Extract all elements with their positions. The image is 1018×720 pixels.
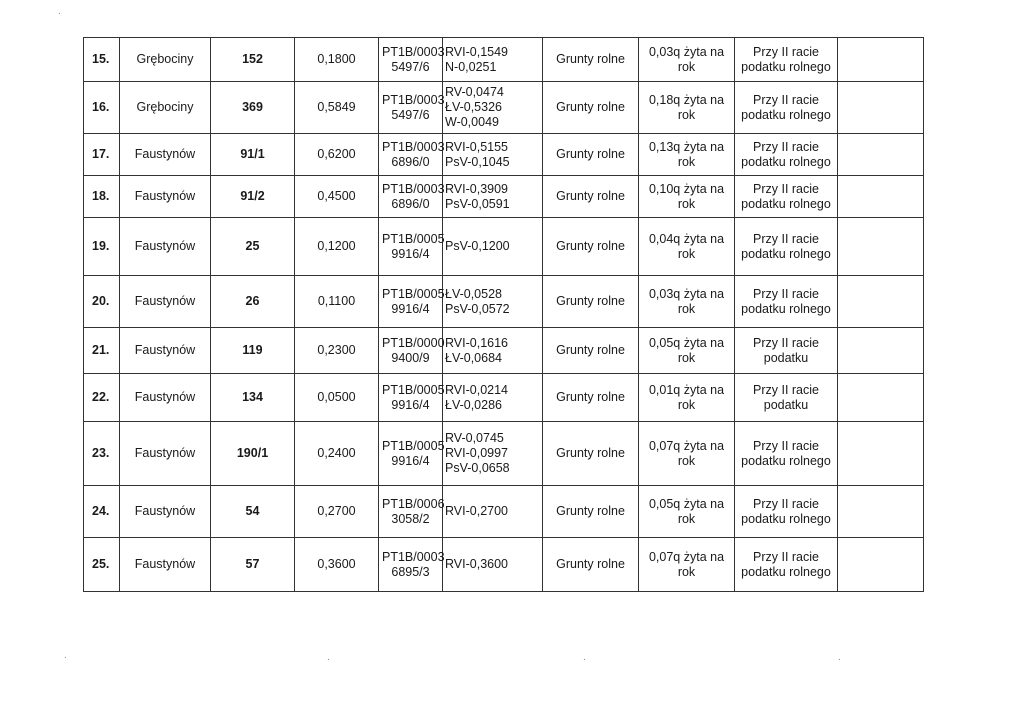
table-row [84, 422, 924, 486]
locality-cell: Faustynów [120, 176, 211, 218]
soil-class-cell: PsV-0,1200 [443, 218, 543, 276]
remarks-cell [838, 486, 924, 538]
payment-term-cell: Przy II racie podatku rolnego [735, 538, 838, 592]
rent-cell: 0,05q żyta na rok [639, 486, 735, 538]
soil-class-cell: RVI-0,3909 PsV-0,0591 [443, 176, 543, 218]
soil-class-cell: RVI-0,1616 ŁV-0,0684 [443, 328, 543, 374]
payment-term-cell: Przy II racie podatku rolnego [735, 134, 838, 176]
locality-cell: Grębociny [120, 38, 211, 82]
table-row [84, 176, 924, 218]
locality-cell: Faustynów [120, 218, 211, 276]
area-cell: 0,2400 [295, 422, 379, 486]
remarks-cell [838, 82, 924, 134]
row-number: 23. [84, 422, 120, 486]
land-use-cell: Grunty rolne [543, 422, 639, 486]
plot-number-cell: 190/1 [211, 422, 295, 486]
table-row [84, 486, 924, 538]
land-register-cell: PT1B/0003 6895/3 [379, 538, 443, 592]
remarks-cell [838, 38, 924, 82]
remarks-cell [838, 218, 924, 276]
locality-cell: Faustynów [120, 328, 211, 374]
rent-cell: 0,01q żyta na rok [639, 374, 735, 422]
row-number: 19. [84, 218, 120, 276]
rent-cell: 0,03q żyta na rok [639, 38, 735, 82]
land-use-cell: Grunty rolne [543, 486, 639, 538]
row-number: 20. [84, 276, 120, 328]
area-cell: 0,0500 [295, 374, 379, 422]
plot-number-cell: 91/2 [211, 176, 295, 218]
table-row [84, 218, 924, 276]
land-register-cell: PT1B/0005 9916/4 [379, 276, 443, 328]
land-use-cell: Grunty rolne [543, 218, 639, 276]
payment-term-cell: Przy II racie podatku rolnego [735, 276, 838, 328]
rent-cell: 0,07q żyta na rok [639, 538, 735, 592]
rent-cell: 0,04q żyta na rok [639, 218, 735, 276]
soil-class-cell: RVI-0,2700 [443, 486, 543, 538]
plot-number-cell: 369 [211, 82, 295, 134]
land-use-cell: Grunty rolne [543, 38, 639, 82]
remarks-cell [838, 422, 924, 486]
payment-term-cell: Przy II racie podatku [735, 328, 838, 374]
remarks-cell [838, 276, 924, 328]
rent-cell: 0,18q żyta na rok [639, 82, 735, 134]
land-register-cell: PT1B/0003 5497/6 [379, 82, 443, 134]
scan-speck: . [58, 6, 61, 17]
row-number: 21. [84, 328, 120, 374]
scan-speck: . [583, 652, 586, 663]
soil-class-cell: RV-0,0745 RVI-0,0997 PsV-0,0658 [443, 422, 543, 486]
land-register-cell: PT1B/0005 9916/4 [379, 374, 443, 422]
locality-cell: Faustynów [120, 486, 211, 538]
land-register-cell: PT1B/0003 6896/0 [379, 134, 443, 176]
land-use-cell: Grunty rolne [543, 276, 639, 328]
table-row [84, 328, 924, 374]
remarks-cell [838, 176, 924, 218]
rent-cell: 0,07q żyta na rok [639, 422, 735, 486]
locality-cell: Faustynów [120, 276, 211, 328]
locality-cell: Faustynów [120, 374, 211, 422]
land-register-cell: PT1B/0003 6896/0 [379, 176, 443, 218]
table-body [84, 38, 924, 592]
locality-cell: Faustynów [120, 422, 211, 486]
plot-number-cell: 134 [211, 374, 295, 422]
land-lease-table [83, 37, 924, 592]
land-register-cell: PT1B/0000 9400/9 [379, 328, 443, 374]
rent-cell: 0,03q żyta na rok [639, 276, 735, 328]
land-use-cell: Grunty rolne [543, 374, 639, 422]
table-row [84, 538, 924, 592]
soil-class-cell: RVI-0,3600 [443, 538, 543, 592]
plot-number-cell: 119 [211, 328, 295, 374]
rent-cell: 0,05q żyta na rok [639, 328, 735, 374]
plot-number-cell: 91/1 [211, 134, 295, 176]
table-row [84, 82, 924, 134]
row-number: 24. [84, 486, 120, 538]
area-cell: 0,4500 [295, 176, 379, 218]
land-register-cell: PT1B/0005 9916/4 [379, 218, 443, 276]
land-use-cell: Grunty rolne [543, 328, 639, 374]
remarks-cell [838, 328, 924, 374]
area-cell: 0,5849 [295, 82, 379, 134]
land-register-cell: PT1B/0006 3058/2 [379, 486, 443, 538]
row-number: 17. [84, 134, 120, 176]
area-cell: 0,2700 [295, 486, 379, 538]
rent-cell: 0,10q żyta na rok [639, 176, 735, 218]
area-cell: 0,1800 [295, 38, 379, 82]
table-row [84, 38, 924, 82]
remarks-cell [838, 374, 924, 422]
soil-class-cell: RV-0,0474 ŁV-0,5326 W-0,0049 [443, 82, 543, 134]
area-cell: 0,1200 [295, 218, 379, 276]
area-cell: 0,2300 [295, 328, 379, 374]
scan-speck: . [327, 652, 330, 663]
payment-term-cell: Przy II racie podatku rolnego [735, 38, 838, 82]
plot-number-cell: 57 [211, 538, 295, 592]
land-register-cell: PT1B/0003 5497/6 [379, 38, 443, 82]
soil-class-cell: ŁV-0,0528 PsV-0,0572 [443, 276, 543, 328]
plot-number-cell: 152 [211, 38, 295, 82]
land-use-cell: Grunty rolne [543, 176, 639, 218]
area-cell: 0,1100 [295, 276, 379, 328]
soil-class-cell: RVI-0,0214 ŁV-0,0286 [443, 374, 543, 422]
soil-class-cell: RVI-0,1549 N-0,0251 [443, 38, 543, 82]
row-number: 15. [84, 38, 120, 82]
payment-term-cell: Przy II racie podatku rolnego [735, 82, 838, 134]
area-cell: 0,3600 [295, 538, 379, 592]
row-number: 25. [84, 538, 120, 592]
payment-term-cell: Przy II racie podatku rolnego [735, 422, 838, 486]
rent-cell: 0,13q żyta na rok [639, 134, 735, 176]
table-row [84, 276, 924, 328]
payment-term-cell: Przy II racie podatku rolnego [735, 218, 838, 276]
locality-cell: Faustynów [120, 134, 211, 176]
soil-class-cell: RVI-0,5155 PsV-0,1045 [443, 134, 543, 176]
locality-cell: Grębociny [120, 82, 211, 134]
payment-term-cell: Przy II racie podatku [735, 374, 838, 422]
scan-speck: . [838, 652, 841, 663]
row-number: 18. [84, 176, 120, 218]
plot-number-cell: 25 [211, 218, 295, 276]
remarks-cell [838, 538, 924, 592]
land-use-cell: Grunty rolne [543, 82, 639, 134]
payment-term-cell: Przy II racie podatku rolnego [735, 486, 838, 538]
locality-cell: Faustynów [120, 538, 211, 592]
land-use-cell: Grunty rolne [543, 538, 639, 592]
land-register-cell: PT1B/0005 9916/4 [379, 422, 443, 486]
area-cell: 0,6200 [295, 134, 379, 176]
plot-number-cell: 54 [211, 486, 295, 538]
land-use-cell: Grunty rolne [543, 134, 639, 176]
scan-speck: . [64, 650, 67, 661]
plot-number-cell: 26 [211, 276, 295, 328]
remarks-cell [838, 134, 924, 176]
payment-term-cell: Przy II racie podatku rolnego [735, 176, 838, 218]
table-row [84, 374, 924, 422]
row-number: 16. [84, 82, 120, 134]
row-number: 22. [84, 374, 120, 422]
table-row [84, 134, 924, 176]
